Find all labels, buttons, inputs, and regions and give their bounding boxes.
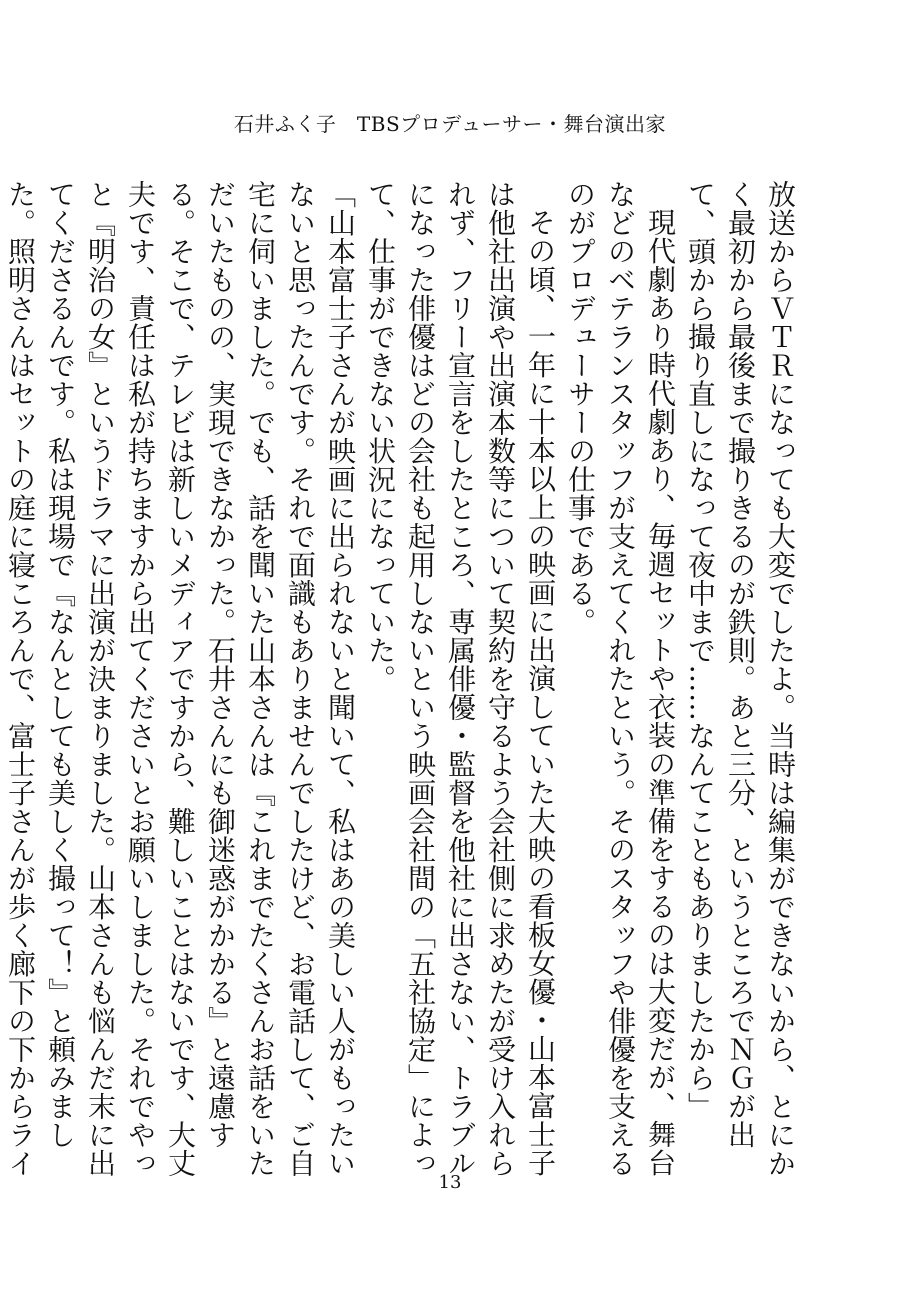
paragraph-2: 現代劇あり時代劇あり、毎週セットや衣装の準備をするのは大変だが、舞台などのベテランスタッフが支えてくれたという。そのスタッフや俳優を支えるのがプロデューサーの仕事である。 <box>564 180 677 1178</box>
paragraph-4: 「山本富士子さんが映画に出られないと聞いて、私はあの美しい人がもったいないと思ったんです。それで面識もありませんでしたけど、お電話して、ご自宅に伺いました。でも、話を聞いた山本さんは『これまでたくさんお話をいただいたものの、実現できなかった。石井さんにも御迷惑がかかる』と遠慮する。そこで、テレビは新しいメディアですから、難しいことはないです、大丈夫です、責任は私が持ちますから出てくださいとお願いしました。それでやっと『明治の女』というドラマに出演が決まりました。山本さんも悩んだ末に出てくださるんです。私は現場で『なんとしても美しく撮って！』と頼みました。照明さんはセットの庭に寝ころんで、富士子さんが歩く廊下の下からライ <box>4 180 357 1178</box>
page-number: 13 <box>438 1172 462 1193</box>
paragraph-1: 放送からＶＴＲになっても大変でしたよ。当時は編集ができないから、とにかく最初から最後まで撮りきるのが鉄則。あと三分、というところでＮＧが出て、頭から撮り直しになって夜中まで……なんてこともありましたから」 <box>684 180 797 1178</box>
body-text <box>4 180 800 1180</box>
paragraph-3: その頃、一年に十本以上の映画に出演していた大映の看板女優・山本富士子は他社出演や出演本数等について契約を守るよう会社側に求めたが受け入れられず、フリー宣言をしたところ、専属俳優・監督を他社に出さない、トラブルになった俳優はどの会社も起用しないという映画会社間の「五社協定」によって、仕事ができない状況になっていた。 <box>364 180 557 1178</box>
running-head: 石井ふく子 TBSプロデューサー・舞台演出家 <box>233 112 667 136</box>
